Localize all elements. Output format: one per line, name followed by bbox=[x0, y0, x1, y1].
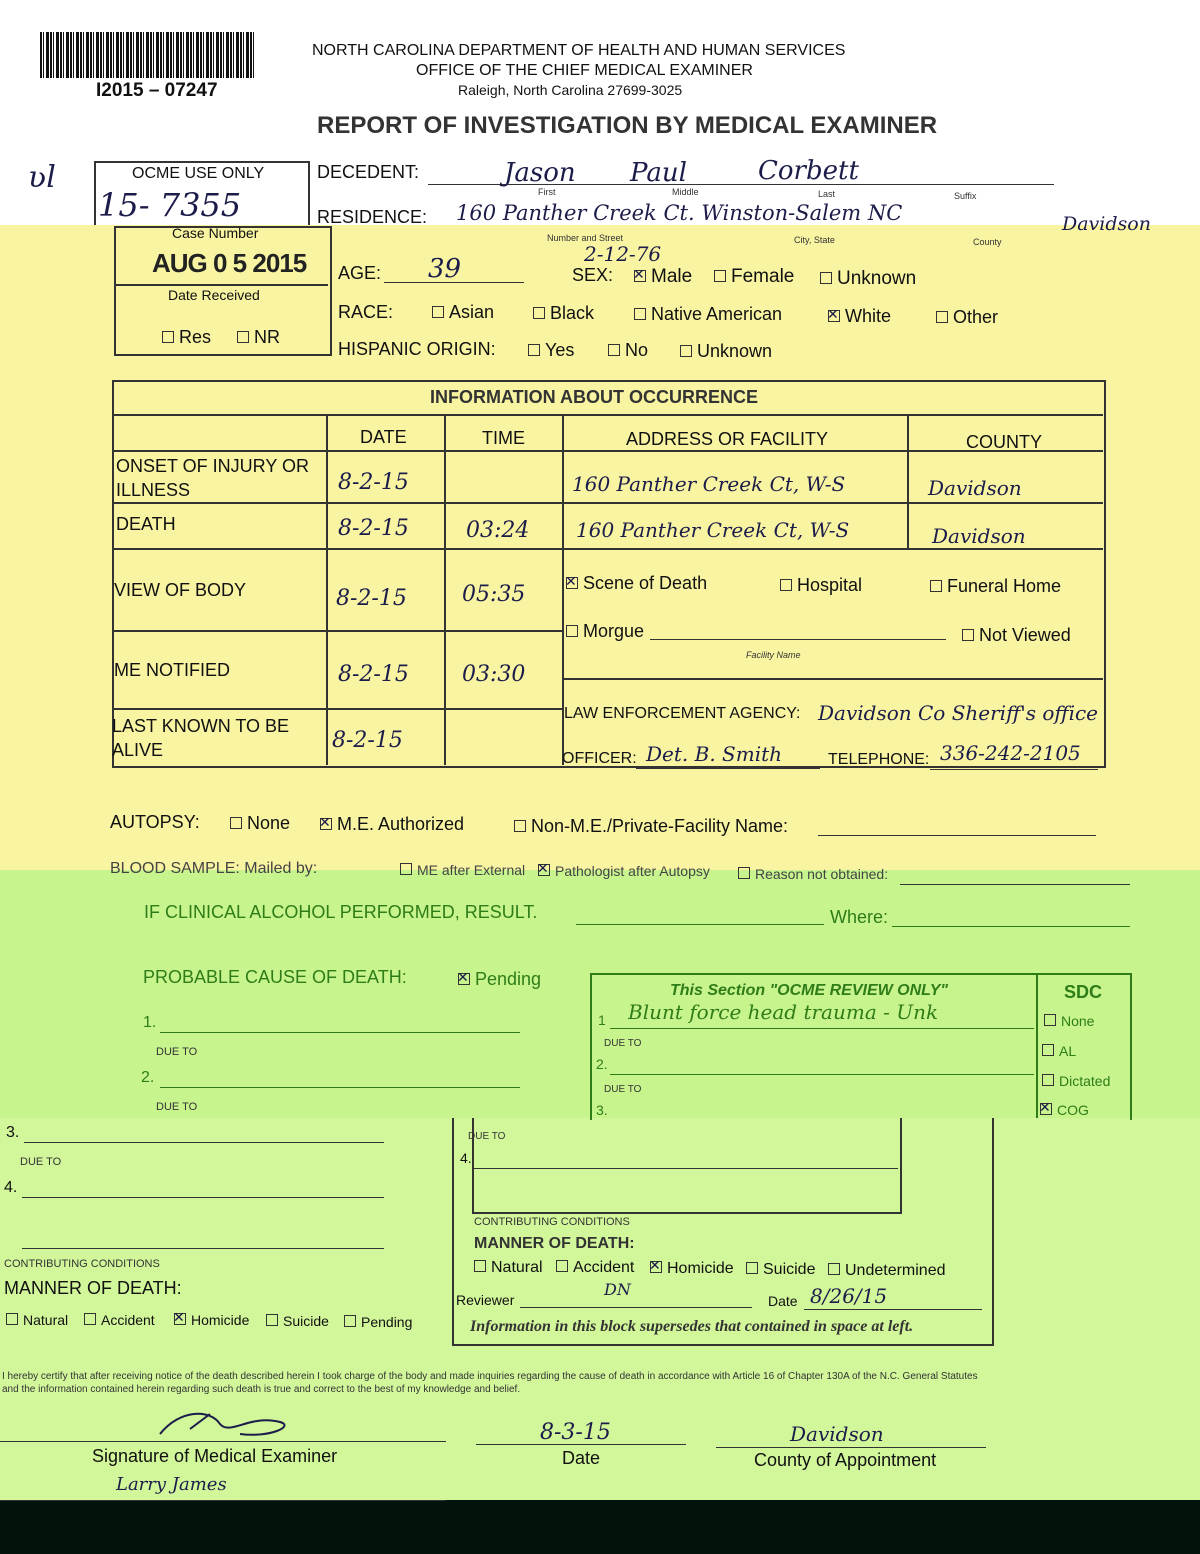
hispanic-no[interactable] bbox=[608, 340, 648, 361]
autopsy-none[interactable] bbox=[230, 813, 290, 834]
manner-pending-label: Pending bbox=[361, 1314, 413, 1330]
alcohol-where: Where: bbox=[830, 907, 889, 927]
sdc-al[interactable] bbox=[1042, 1043, 1076, 1059]
blood-opt1[interactable] bbox=[400, 862, 525, 878]
manner-accident-checkbox[interactable] bbox=[84, 1313, 96, 1325]
sdc-none-label: None bbox=[1061, 1013, 1095, 1029]
sex-unknown-checkbox[interactable] bbox=[820, 272, 832, 284]
view-funeral-checkbox[interactable] bbox=[930, 580, 942, 592]
decedent-last: Corbett bbox=[758, 156, 859, 186]
manner-label-review: MANNER OF DEATH: bbox=[474, 1235, 635, 1252]
date-of-birth: 2-12-76 bbox=[584, 242, 662, 266]
review-title: This Section "OCME REVIEW ONLY" bbox=[670, 982, 949, 999]
sdc-dictated[interactable] bbox=[1042, 1073, 1110, 1089]
col-address: ADDRESS OR FACILITY bbox=[626, 429, 829, 449]
law-value: Davidson Co Sheriff's office bbox=[818, 701, 1099, 725]
suffix-caption: Suffix bbox=[954, 191, 977, 201]
decedent-label: DECEDENT: bbox=[317, 162, 420, 182]
row-view-label: VIEW OF BODY bbox=[114, 580, 247, 600]
cause-pending-label: Pending bbox=[475, 969, 542, 989]
alcohol-result-line bbox=[576, 924, 824, 925]
review-natural-checkbox[interactable] bbox=[474, 1260, 486, 1272]
autopsy-nonme[interactable] bbox=[514, 816, 788, 837]
review-homicide[interactable] bbox=[650, 1260, 734, 1278]
manner-homicide-checkbox[interactable] bbox=[174, 1313, 186, 1325]
race-white-label: White bbox=[845, 306, 892, 326]
review-accident-label: Accident bbox=[573, 1259, 635, 1276]
sign-date-label: Date bbox=[562, 1448, 601, 1468]
manner-accident-left[interactable] bbox=[84, 1312, 155, 1328]
officer-value: Det. B. Smith bbox=[646, 742, 783, 766]
printed-name: Larry James bbox=[116, 1474, 227, 1495]
race-asian[interactable] bbox=[432, 302, 494, 323]
signature-label: Signature of Medical Examiner bbox=[92, 1446, 338, 1466]
sign-date-value: 8-3-15 bbox=[540, 1420, 611, 1445]
manner-suicide-checkbox[interactable] bbox=[266, 1314, 278, 1326]
appointment-line bbox=[716, 1447, 986, 1448]
row-alive-label: LAST KNOWN TO BE ALIVE bbox=[112, 716, 290, 760]
review-inner-box bbox=[472, 1118, 902, 1214]
report-title: REPORT OF INVESTIGATION BY MEDICAL EXAMINER bbox=[317, 112, 938, 139]
sex-female-checkbox[interactable] bbox=[714, 270, 726, 282]
hispanic-no-checkbox[interactable] bbox=[608, 344, 620, 356]
review-suicide-label: Suicide bbox=[763, 1261, 816, 1278]
view-morgue-label: Morgue bbox=[583, 621, 645, 641]
sdc-divider bbox=[1036, 975, 1038, 1118]
hispanic-unknown-label: Unknown bbox=[697, 341, 773, 361]
race-other[interactable] bbox=[936, 307, 998, 328]
manner-natural-checkbox[interactable] bbox=[6, 1313, 18, 1325]
view-hospital-checkbox[interactable] bbox=[780, 579, 792, 591]
review-due-1: DUE TO bbox=[604, 1038, 642, 1049]
cause-due-1: DUE TO bbox=[156, 1046, 198, 1058]
row-onset-date: 8-2-15 bbox=[338, 470, 409, 495]
sex-male[interactable] bbox=[634, 266, 692, 288]
res-option[interactable] bbox=[162, 327, 211, 348]
review-n2: 2. bbox=[596, 1056, 608, 1072]
cause-pending-checkbox[interactable] bbox=[458, 973, 470, 985]
autopsy-facility-line bbox=[818, 835, 1096, 836]
review-n4: 4. bbox=[460, 1150, 472, 1166]
blood-label: BLOOD SAMPLE: Mailed by: bbox=[110, 860, 318, 877]
occ-line-3 bbox=[113, 502, 1103, 504]
manner-homicide-label: Homicide bbox=[191, 1312, 250, 1328]
review-suicide-checkbox[interactable] bbox=[746, 1262, 758, 1274]
col-date: DATE bbox=[360, 427, 407, 447]
street-caption: Number and Street bbox=[547, 233, 624, 243]
sex-unknown[interactable] bbox=[820, 268, 916, 290]
view-hospital[interactable] bbox=[780, 575, 862, 596]
review-date-label: Date bbox=[768, 1293, 798, 1309]
blood-opt1-checkbox[interactable] bbox=[400, 863, 412, 875]
cause-pending[interactable] bbox=[458, 969, 541, 990]
nr-checkbox[interactable] bbox=[237, 331, 249, 343]
autopsy-me[interactable] bbox=[320, 814, 464, 835]
row-me-label: ME NOTIFIED bbox=[114, 660, 230, 680]
manner-suicide-label: Suicide bbox=[283, 1313, 329, 1329]
row-death-label: DEATH bbox=[116, 514, 176, 534]
certification-text: I hereby certify that after receiving notice of the death described herein I took charge of the body and made inquiries regarding the cause of death in accordance with Article 16 of Chapter 130A of the N.C. General Statutes and the information contained herein regarding such death is true and correct to the best of my knowledge and belief. bbox=[2, 1371, 978, 1395]
view-scene-checkbox[interactable] bbox=[566, 577, 578, 589]
cause-line-2 bbox=[160, 1087, 520, 1088]
view-not-viewed-checkbox[interactable] bbox=[962, 629, 974, 641]
sex-female[interactable] bbox=[714, 266, 794, 288]
race-native-checkbox[interactable] bbox=[634, 308, 646, 320]
age-value: 39 bbox=[428, 254, 462, 284]
sdc-cog-checkbox[interactable] bbox=[1040, 1103, 1052, 1115]
hispanic-label: HISPANIC ORIGIN: bbox=[338, 339, 496, 359]
view-not-viewed[interactable] bbox=[962, 625, 1071, 646]
ocme-number: 15- 7355 bbox=[98, 186, 242, 224]
race-white-checkbox[interactable] bbox=[828, 310, 840, 322]
sex-label: SEX: bbox=[572, 265, 614, 285]
row-view-date: 8-2-15 bbox=[336, 586, 407, 611]
phone-label: TELEPHONE: bbox=[828, 751, 930, 768]
autopsy-none-label: None bbox=[247, 813, 291, 833]
autopsy-me-label: M.E. Authorized bbox=[337, 814, 465, 834]
row-death-time: 03:24 bbox=[466, 518, 530, 543]
review-natural-label: Natural bbox=[491, 1259, 543, 1276]
review-undetermined-label: Undetermined bbox=[845, 1262, 946, 1279]
decedent-middle: Paul bbox=[630, 158, 687, 188]
sdc-cog-label: COG bbox=[1057, 1102, 1089, 1118]
review-accident[interactable] bbox=[556, 1259, 634, 1277]
sex-female-label: Female bbox=[731, 266, 795, 287]
nr-option[interactable] bbox=[237, 327, 280, 348]
view-morgue-checkbox[interactable] bbox=[566, 625, 578, 637]
case-number-label: Case Number bbox=[172, 225, 259, 241]
race-native[interactable] bbox=[634, 304, 782, 325]
sdc-none-checkbox[interactable] bbox=[1044, 1014, 1056, 1026]
sdc-al-label: AL bbox=[1059, 1043, 1077, 1059]
facility-line bbox=[650, 639, 946, 640]
reviewer-line bbox=[520, 1307, 752, 1308]
city-caption: City, State bbox=[794, 235, 835, 245]
row-alive-date: 8-2-15 bbox=[332, 728, 403, 753]
row-death-date: 8-2-15 bbox=[338, 516, 409, 541]
hispanic-yes-label: Yes bbox=[545, 340, 575, 360]
manner-pending-left[interactable] bbox=[344, 1314, 412, 1330]
cause-line-3 bbox=[24, 1142, 384, 1143]
view-scene-label: Scene of Death bbox=[583, 573, 708, 593]
review-line-4 bbox=[474, 1168, 898, 1169]
contributing-left: CONTRIBUTING CONDITIONS bbox=[4, 1258, 160, 1270]
review-date-line bbox=[804, 1309, 982, 1310]
officer-label: OFFICER: bbox=[562, 750, 637, 767]
signature-line bbox=[0, 1441, 446, 1442]
reviewer-value: DN bbox=[604, 1280, 631, 1299]
sdc-dictated-checkbox[interactable] bbox=[1042, 1074, 1054, 1086]
row-death-county: Davidson bbox=[932, 524, 1026, 548]
view-funeral-label: Funeral Home bbox=[947, 576, 1062, 596]
alcohol-label: IF CLINICAL ALCOHOL PERFORMED, RESULT. bbox=[144, 902, 538, 922]
review-suicide[interactable] bbox=[746, 1261, 815, 1279]
printed-name-line bbox=[0, 1500, 446, 1501]
sdc-cog[interactable] bbox=[1040, 1102, 1089, 1118]
review-n1: 1 bbox=[598, 1012, 606, 1028]
barcode-number: I2015 – 07247 bbox=[96, 80, 218, 101]
race-label: RACE: bbox=[338, 302, 394, 322]
view-not-viewed-label: Not Viewed bbox=[979, 625, 1071, 645]
cause-line-5 bbox=[22, 1248, 384, 1249]
review-natural[interactable] bbox=[474, 1259, 543, 1277]
occurrence-title: INFORMATION ABOUT OCCURRENCE bbox=[430, 387, 758, 407]
race-native-label: Native American bbox=[651, 304, 783, 324]
race-black-checkbox[interactable] bbox=[533, 307, 545, 319]
review-homicide-label: Homicide bbox=[667, 1260, 734, 1277]
review-date-value: 8/26/15 bbox=[810, 1284, 888, 1308]
last-caption: Last bbox=[818, 189, 836, 199]
race-black-label: Black bbox=[550, 303, 595, 323]
race-black[interactable] bbox=[533, 303, 594, 324]
row-me-date: 8-2-15 bbox=[338, 662, 409, 687]
facility-caption: Facility Name bbox=[746, 650, 801, 660]
manner-homicide-left[interactable] bbox=[174, 1312, 249, 1328]
nr-label: NR bbox=[254, 327, 280, 347]
hispanic-no-label: No bbox=[625, 340, 649, 360]
manner-label-left: MANNER OF DEATH: bbox=[4, 1278, 182, 1298]
cause-due-3: DUE TO bbox=[20, 1156, 62, 1168]
row-onset-label: ONSET OF INJURY OR ILLNESS bbox=[116, 456, 310, 500]
autopsy-nonme-label: Non-M.E./Private-Facility Name: bbox=[531, 816, 789, 836]
residence-value: 160 Panther Creek Ct. Winston-Salem NC bbox=[456, 201, 903, 225]
row-me-time: 03:30 bbox=[462, 662, 526, 687]
cause-line-1 bbox=[160, 1032, 520, 1033]
sex-male-label: Male bbox=[651, 266, 693, 287]
review-homicide-checkbox[interactable] bbox=[650, 1261, 662, 1273]
blood-opt3-checkbox[interactable] bbox=[738, 867, 750, 879]
alcohol-where-line bbox=[892, 926, 1130, 927]
occ-col-2 bbox=[444, 415, 446, 765]
sdc-dictated-label: Dictated bbox=[1059, 1073, 1111, 1089]
reviewer-label: Reviewer bbox=[456, 1292, 515, 1308]
cause-line-4 bbox=[22, 1197, 384, 1198]
review-due-2: DUE TO bbox=[604, 1084, 642, 1095]
appointment-value: Davidson bbox=[790, 1422, 884, 1446]
review-line-1 bbox=[610, 1028, 1034, 1029]
header-office: OFFICE OF THE CHIEF MEDICAL EXAMINER bbox=[416, 62, 753, 79]
race-white[interactable] bbox=[828, 306, 891, 327]
race-asian-checkbox[interactable] bbox=[432, 306, 444, 318]
cause-due-2: DUE TO bbox=[156, 1101, 198, 1113]
manner-natural-label: Natural bbox=[23, 1312, 69, 1328]
middle-caption: Middle bbox=[672, 187, 699, 197]
sdc-label: SDC bbox=[1064, 982, 1103, 1002]
ocme-use-label: OCME USE ONLY bbox=[132, 165, 265, 182]
decedent-first: Jason bbox=[504, 158, 576, 188]
case-box-divider bbox=[116, 284, 328, 286]
blood-opt2-label: Pathologist after Autopsy bbox=[555, 863, 710, 879]
sdc-none[interactable] bbox=[1044, 1013, 1094, 1029]
review-undetermined[interactable] bbox=[828, 1262, 946, 1280]
hispanic-unknown[interactable] bbox=[680, 341, 772, 362]
view-funeral[interactable] bbox=[930, 576, 1061, 597]
cause-n1: 1. bbox=[143, 1014, 157, 1031]
occ-line-5 bbox=[113, 630, 563, 632]
review-undetermined-checkbox[interactable] bbox=[828, 1263, 840, 1275]
law-label: LAW ENFORCEMENT AGENCY: bbox=[564, 705, 801, 722]
view-morgue[interactable] bbox=[566, 621, 644, 642]
margin-mark: ʋl bbox=[28, 160, 56, 195]
occ-line-2 bbox=[113, 450, 1103, 452]
residence-label: RESIDENCE: bbox=[317, 207, 428, 227]
review-due-3: DUE TO bbox=[468, 1131, 506, 1142]
review-accident-checkbox[interactable] bbox=[556, 1260, 568, 1272]
review-n3: 3. bbox=[596, 1102, 608, 1118]
hispanic-yes-checkbox[interactable] bbox=[528, 344, 540, 356]
occ-line-6 bbox=[113, 708, 563, 710]
barcode bbox=[40, 32, 254, 78]
col-time: TIME bbox=[482, 428, 525, 448]
contributing-review: CONTRIBUTING CONDITIONS bbox=[474, 1216, 630, 1228]
race-other-label: Other bbox=[953, 307, 999, 327]
occ-line-4 bbox=[113, 548, 1103, 550]
hispanic-unknown-checkbox[interactable] bbox=[680, 345, 692, 357]
hispanic-yes[interactable] bbox=[528, 340, 574, 361]
row-onset-county: Davidson bbox=[928, 476, 1022, 500]
phone-value: 336-242-2105 bbox=[940, 741, 1081, 765]
autopsy-nonme-checkbox[interactable] bbox=[514, 820, 526, 832]
blood-opt2-checkbox[interactable] bbox=[538, 864, 550, 876]
cause-n4: 4. bbox=[4, 1179, 18, 1196]
residence-county: Davidson bbox=[1062, 213, 1151, 235]
phone-line bbox=[930, 769, 1098, 770]
view-hospital-label: Hospital bbox=[797, 575, 863, 595]
first-caption: First bbox=[538, 187, 556, 197]
blood-reason-line bbox=[900, 884, 1130, 885]
county-caption: County bbox=[973, 237, 1002, 247]
autopsy-none-checkbox[interactable] bbox=[230, 817, 242, 829]
appointment-label: County of Appointment bbox=[754, 1450, 937, 1470]
blood-opt3[interactable] bbox=[738, 866, 888, 882]
autopsy-label: AUTOPSY: bbox=[110, 812, 200, 832]
manner-suicide-left[interactable] bbox=[266, 1313, 329, 1329]
manner-pending-checkbox[interactable] bbox=[344, 1315, 356, 1327]
race-other-checkbox[interactable] bbox=[936, 311, 948, 323]
age-label: AGE: bbox=[338, 263, 382, 283]
officer-line bbox=[636, 768, 820, 769]
me-signature bbox=[150, 1404, 300, 1444]
view-scene[interactable] bbox=[566, 573, 707, 594]
header-dept: NORTH CAROLINA DEPARTMENT OF HEALTH AND HUMAN SERVICES bbox=[312, 42, 846, 59]
row-view-time: 05:35 bbox=[462, 582, 526, 607]
header-city: Raleigh, North Carolina 27699-3025 bbox=[458, 82, 683, 98]
date-received-stamp: AUG 0 5 2015 bbox=[152, 248, 307, 278]
occ-line-1 bbox=[113, 414, 1103, 416]
occ-col-1 bbox=[326, 415, 328, 765]
autopsy-me-checkbox[interactable] bbox=[320, 818, 332, 830]
cause-label: PROBABLE CAUSE OF DEATH: bbox=[143, 967, 407, 987]
cause-n3: 3. bbox=[6, 1124, 20, 1141]
review-note: Information in this block supersedes that contained in space at left. bbox=[470, 1318, 914, 1335]
res-label: Res bbox=[179, 327, 212, 347]
review-line-2 bbox=[610, 1074, 1034, 1075]
race-asian-label: Asian bbox=[449, 302, 495, 322]
cause-n2: 2. bbox=[141, 1069, 155, 1086]
scan-dark-strip bbox=[0, 1500, 1200, 1554]
manner-natural-left[interactable] bbox=[6, 1312, 68, 1328]
occ-col-4 bbox=[907, 415, 909, 549]
row-death-address: 160 Panther Creek Ct, W-S bbox=[576, 518, 850, 542]
occ-line-7 bbox=[563, 678, 1103, 680]
col-county: COUNTY bbox=[966, 432, 1042, 452]
blood-opt1-label: ME after External bbox=[417, 862, 526, 878]
sex-male-checkbox[interactable] bbox=[634, 270, 646, 282]
date-received-label: Date Received bbox=[168, 287, 260, 303]
manner-accident-label: Accident bbox=[101, 1312, 155, 1328]
sex-unknown-label: Unknown bbox=[837, 268, 917, 289]
sdc-al-checkbox[interactable] bbox=[1042, 1044, 1054, 1056]
blood-opt2[interactable] bbox=[538, 863, 710, 879]
res-checkbox[interactable] bbox=[162, 331, 174, 343]
review-cause-1: Blunt force head trauma - Unk bbox=[628, 1000, 939, 1024]
blood-opt3-label: Reason not obtained: bbox=[755, 866, 889, 882]
row-onset-address: 160 Panther Creek Ct, W-S bbox=[572, 472, 846, 496]
